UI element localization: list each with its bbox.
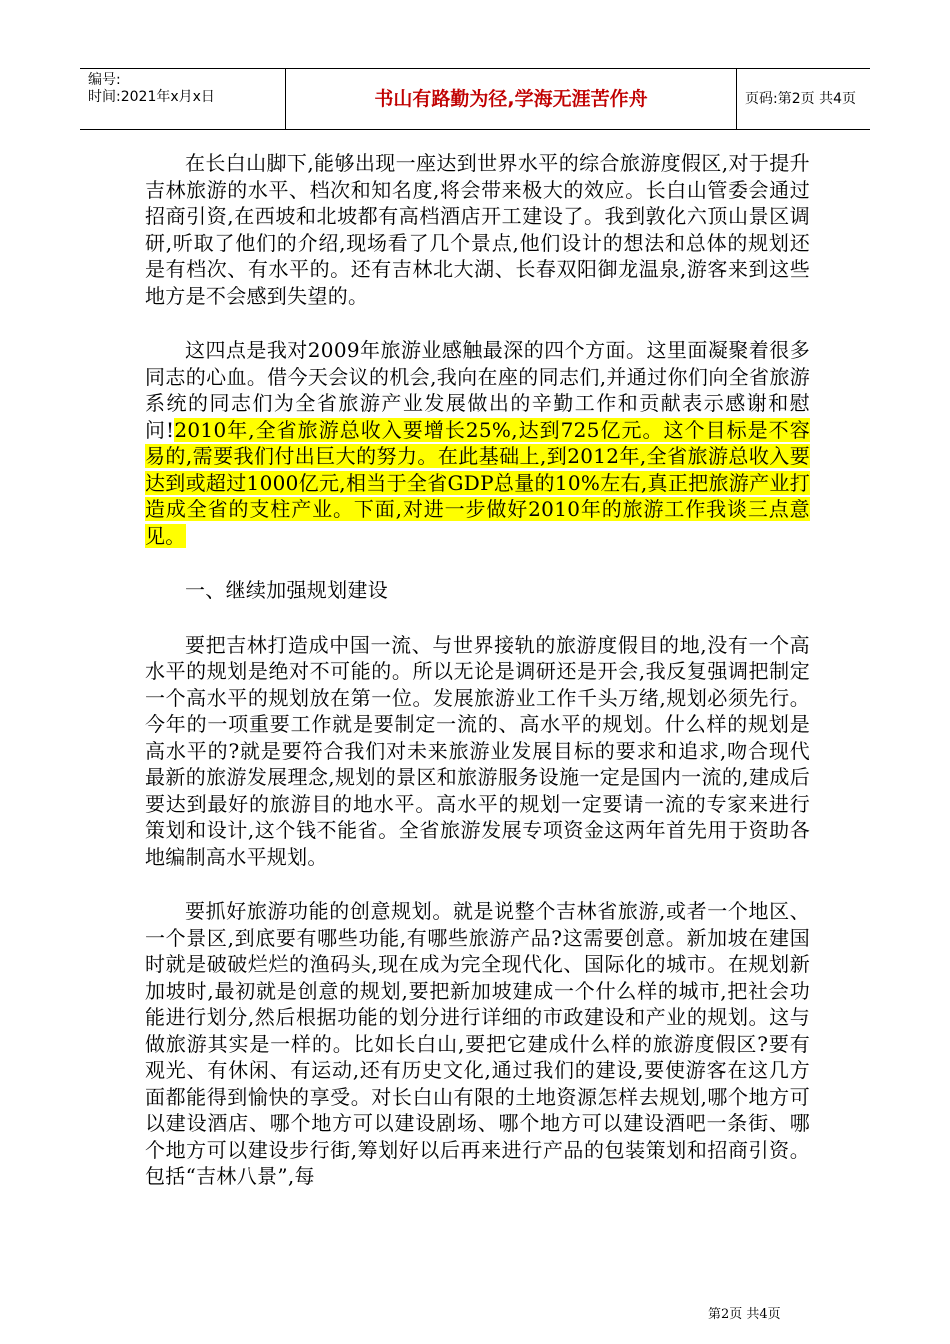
paragraph-2-text: 这四点是我对2009年旅游业感触最深的四个方面。这里面凝聚着很多同志的心血。借今天会议的机会,我向在座的同志们,并通过你们向全省旅游系统的同志们为全省旅游产业发展做出的辛勤工作和贡献表示感谢和慰问! <box>145 338 810 442</box>
paragraph-2 <box>145 337 810 549</box>
paragraph-1: 在长白山脚下,能够出现一座达到世界水平的综合旅游度假区,对于提升吉林旅游的水平、档次和知名度,将会带来极大的效应。长白山管委会通过招商引资,在西坡和北坡都有高档酒店开工建设了。我到敦化六顶山景区调研,听取了他们的介绍,现场看了几个景点,他们设计的想法和总体的规划还是有档次、有水平的。还有吉林北大湖、长春双阳御龙温泉,游客来到这些地方是不会感到失望的。 <box>145 151 810 308</box>
paragraph-3: 要把吉林打造成中国一流、与世界接轨的旅游度假目的地,没有一个高水平的规划是绝对不可能的。所以无论是调研还是开会,我反复强调把制定一个高水平的规划放在第一位。发展旅游业工作千头万绪,规划必须先行。今年的一项重要工作就是要制定一流的、高水平的规划。什么样的规划是高水平的?就是要符合我们对未来旅游业发展目标的要求和追求,吻合现代最新的旅游发展理念,规划的景区和旅游服务设施一定是国内一流的,建成后要达到最好的旅游目的地水平。高水平的规划一定要请一流的专家来进行策划和设计,这个钱不能省。全省旅游发展专项资金这两年首先用于资助各地编制高水平规划。 <box>145 632 810 869</box>
header-motto: 书山有路勤为径,学海无涯苦作舟 <box>286 69 737 129</box>
document-number-label: 编号: <box>88 72 121 88</box>
page-header <box>80 68 870 130</box>
header-page-number: 页码:第2页 共4页 <box>745 91 856 107</box>
highlighted-text: 2010年,全省旅游总收入要增长25%,达到725亿元。这个目标是不容易的,需要我们付出巨大的努力。在此基础上,到2012年,全省旅游总收入要达到或超过1000亿元,相当于全省GDP总量的10%左右,真正把旅游产业打造成全省的支柱产业。下面,对进一步做好2010年的旅游工作我谈三点意见。 <box>145 417 810 548</box>
header-meta <box>80 69 286 129</box>
document-body <box>145 150 810 1218</box>
document-time-label: 时间:2021年x月x日 <box>88 89 215 105</box>
paragraph-4: 要抓好旅游功能的创意规划。就是说整个吉林省旅游,或者一个地区、一个景区,到底要有哪些功能,有哪些旅游产品?这需要创意。新加坡在建国时就是破破烂烂的渔码头,现在成为完全现代化、国际化的城市。在规划新加坡时,最初就是创意的规划,要把新加坡建成一个什么样的城市,把社会功能进行划分,然后根据功能的划分进行详细的市政建设和产业的规划。这与做旅游其实是一样的。比如长白山,要把它建成什么样的旅游度假区?要有观光、有休闲、有运动,还有历史文化,通过我们的建设,要使游客在这几方面都能得到愉快的享受。对长白山有限的土地资源怎样去规划,哪个地方可以建设酒店、哪个地方可以建设剧场、哪个地方可以建设酒吧一条街、哪个地方可以建设步行街,筹划好以后再来进行产品的包装策划和招商引资。包括“吉林八景”,每 <box>145 899 810 1188</box>
page-footer: 第2页 共4页 <box>708 1307 781 1322</box>
section-heading-1: 一、继续加强规划建设 <box>185 578 388 602</box>
